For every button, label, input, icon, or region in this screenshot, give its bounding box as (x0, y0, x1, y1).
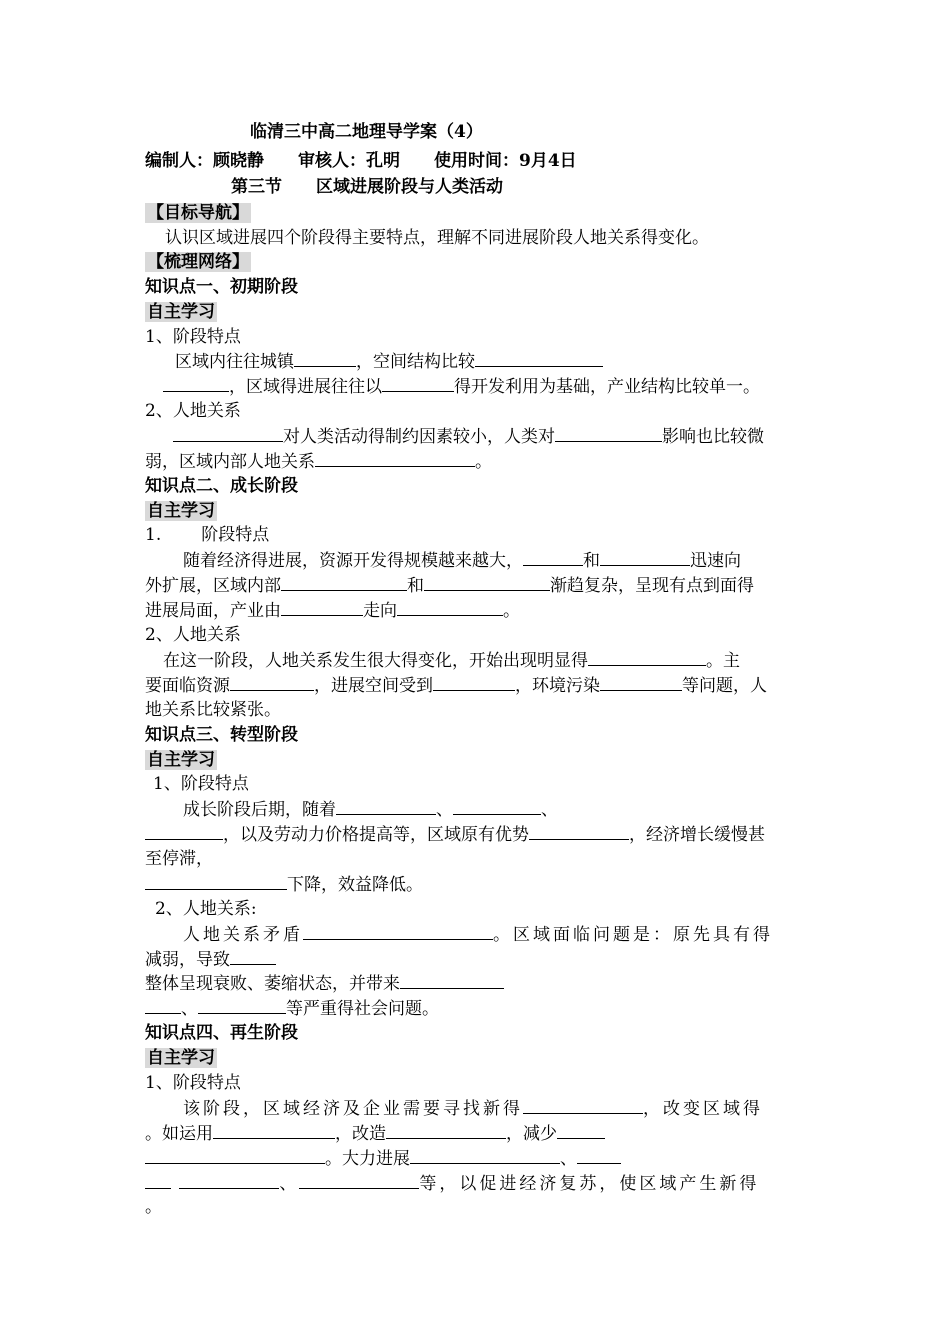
fill-blank[interactable] (179, 1172, 279, 1189)
fill-blank[interactable] (529, 823, 629, 840)
fill-blank[interactable] (555, 425, 662, 442)
fill-blank[interactable] (397, 599, 503, 616)
fill-blank[interactable] (145, 1172, 171, 1189)
k4-line-5: 。 (145, 1197, 162, 1217)
fill-blank[interactable] (299, 1172, 419, 1189)
fill-blank[interactable] (281, 574, 407, 591)
fill-blank[interactable] (145, 997, 181, 1014)
k2-line-2: 外扩展，区域内部 和 渐趋复杂，呈现有点到面得 (145, 576, 754, 596)
fill-blank[interactable] (281, 599, 363, 616)
fill-blank[interactable] (198, 997, 286, 1014)
k2-line-1: 随着经济得进展，资源开发得规模越来越大， 和 迅速向 (183, 551, 741, 571)
fill-blank[interactable] (303, 923, 493, 940)
page-title: 临清三中高二地理导学案（4） (250, 122, 483, 142)
k1-title: 知识点一、初期阶段 (145, 277, 298, 297)
k2-line-5: 要面临资源 ，进展空间受到 ，环境污染 等问题，人 (145, 676, 767, 696)
fill-blank[interactable] (577, 1147, 621, 1164)
section-title: 第三节 区域进展阶段与人类活动 (231, 177, 503, 197)
k1-line-4: 弱，区域内部人地关系 。 (145, 452, 492, 472)
target-text: 认识区域进展四个阶段得主要特点，理解不同进展阶段人地关系得变化。 (165, 228, 709, 248)
k2-subhead-2: 2、人地关系 (145, 625, 241, 645)
fill-blank[interactable] (453, 798, 541, 815)
k4-line-1: 该阶段，区域经济及企业需要寻找新得 ，改变区域得 (183, 1099, 763, 1119)
k2-line-4: 在这一阶段，人地关系发生很大得变化，开始出现明显得 。主 (163, 651, 740, 671)
k2-self-study: 自主学习 (147, 501, 215, 521)
fill-blank[interactable] (410, 1147, 560, 1164)
k3-line-2: ，以及劳动力价格提高等，区域原有优势 ，经济增长缓慢甚 (145, 823, 765, 846)
k3-line-1: 成长阶段后期，随着 、 、 (183, 800, 558, 820)
k1-subhead-1: 1、阶段特点 (145, 327, 241, 347)
fill-blank[interactable] (163, 375, 229, 392)
fill-blank[interactable] (173, 425, 283, 442)
k3-line-8: 、 等严重得社会问题。 (145, 997, 439, 1020)
k4-subhead-1: 1、阶段特点 (145, 1073, 241, 1093)
k3-line-7: 整体呈现衰败、萎缩状态，并带来 (145, 972, 504, 995)
k2-line-6: 地关系比较紧张。 (145, 700, 281, 720)
k3-subhead-1: 1、阶段特点 (153, 774, 249, 794)
fill-blank[interactable] (424, 574, 550, 591)
fill-blank[interactable] (145, 823, 223, 840)
fill-blank[interactable] (145, 1147, 325, 1164)
editors-line: 编制人：顾晓静 审核人：孔明 使用时间：9月4日 (145, 151, 577, 171)
k3-line-4: 下降，效益降低。 (145, 873, 423, 896)
fill-blank[interactable] (588, 649, 706, 666)
k1-self-study: 自主学习 (147, 302, 215, 322)
fill-blank[interactable] (600, 549, 690, 566)
k3-line-3: 至停滞， (145, 849, 213, 869)
k1-line-2: ，区域得进展往往以 得开发利用为基础，产业结构比较单一。 (163, 375, 760, 398)
fill-blank[interactable] (400, 972, 504, 989)
fill-blank[interactable] (475, 350, 603, 367)
k3-line-5: 人地关系矛盾 。区域面临问题是：原先具有得 (183, 925, 773, 945)
fill-blank[interactable] (600, 674, 682, 691)
fill-blank[interactable] (315, 450, 475, 467)
k3-subhead-2: 2、人地关系: (155, 899, 257, 919)
fill-blank[interactable] (336, 798, 436, 815)
k2-subhead-1: 1. 阶段特点 (145, 525, 270, 545)
k3-title: 知识点三、转型阶段 (145, 725, 298, 745)
k1-line-1: 区域内往往城镇 ，空间结构比较 (175, 350, 603, 373)
k2-title: 知识点二、成长阶段 (145, 476, 298, 496)
fill-blank[interactable] (557, 1122, 605, 1139)
k3-line-6: 减弱，导致 (145, 948, 276, 971)
k1-subhead-2: 2、人地关系 (145, 401, 241, 421)
fill-blank[interactable] (213, 1122, 335, 1139)
fill-blank[interactable] (145, 873, 287, 890)
target-label: 【目标导航】 (147, 203, 249, 223)
k4-line-4: 、 等，以促进经济复苏，使区域产生新得 (145, 1172, 759, 1195)
k4-line-2: 。如运用 ，改造 ，减少 (145, 1122, 605, 1145)
fill-blank[interactable] (433, 674, 515, 691)
fill-blank[interactable] (230, 674, 314, 691)
fill-blank[interactable] (523, 549, 583, 566)
k4-title: 知识点四、再生阶段 (145, 1023, 298, 1043)
k1-line-3: 对人类活动得制约因素较小，人类对 影响也比较微 (173, 425, 764, 448)
fill-blank[interactable] (294, 350, 356, 367)
fill-blank[interactable] (523, 1097, 643, 1114)
fill-blank[interactable] (386, 1122, 506, 1139)
k2-line-3: 进展局面，产业由 走向 。 (145, 601, 520, 621)
k4-line-3: 。大力进展 、 (145, 1147, 621, 1170)
network-label: 【梳理网络】 (147, 252, 249, 272)
k3-self-study: 自主学习 (147, 750, 215, 770)
k4-self-study: 自主学习 (147, 1048, 215, 1068)
fill-blank[interactable] (382, 375, 454, 392)
fill-blank[interactable] (230, 948, 276, 965)
